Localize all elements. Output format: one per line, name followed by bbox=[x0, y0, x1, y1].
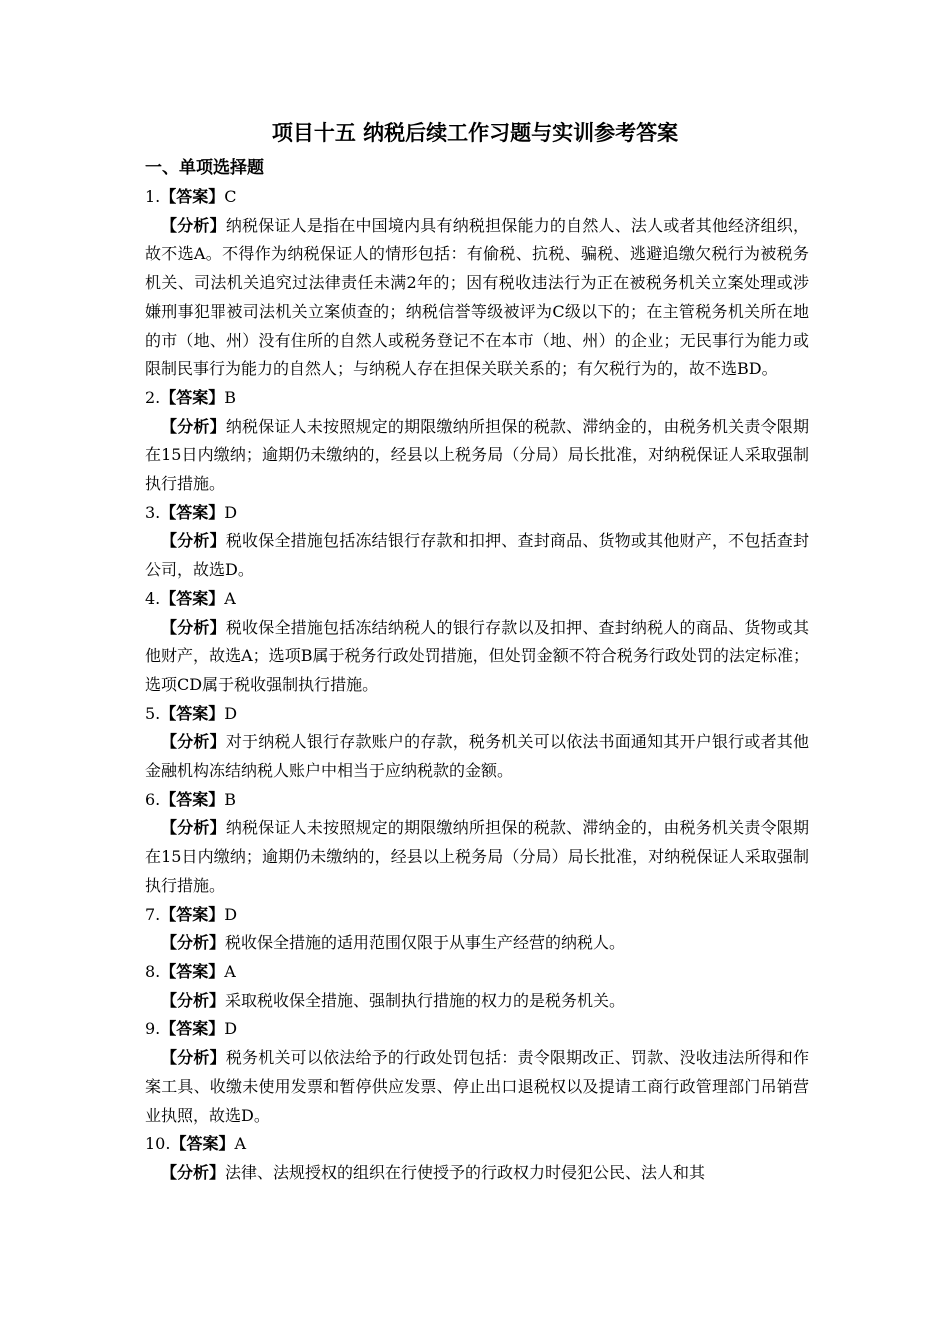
answer-line bbox=[145, 384, 809, 413]
analysis-text: 采取税收保全措施、强制执行措施的权力的是税务机关。 bbox=[225, 990, 626, 1010]
question-number: 2. bbox=[145, 387, 161, 407]
answer-value: A bbox=[234, 1134, 247, 1154]
analysis-text: 税收保全措施包括冻结银行存款和扣押、查封商品、货物或其他财产，不包括查封公司，故选D。 bbox=[145, 531, 809, 580]
answer-tag: 【答案】 bbox=[170, 1134, 235, 1154]
answer-value: B bbox=[224, 387, 237, 407]
analysis-text: 对于纳税人银行存款账户的存款，税务机关可以依法书面通知其开户银行或者其他金融机构冻结纳税人账户中相当于应纳税款的金额。 bbox=[145, 732, 809, 781]
answer-tag: 【答案】 bbox=[160, 502, 225, 522]
answer-line bbox=[145, 183, 809, 212]
question-number: 7. bbox=[145, 904, 161, 924]
analysis-text: 税收保全措施的适用范围仅限于从事生产经营的纳税人。 bbox=[225, 933, 626, 953]
answer-tag: 【答案】 bbox=[160, 789, 225, 809]
answer-value: C bbox=[224, 187, 237, 206]
analysis-tag: 【分析】 bbox=[161, 1048, 226, 1068]
answer-line bbox=[145, 1015, 809, 1044]
analysis-text: 纳税保证人未按照规定的期限缴纳所担保的税款、滞纳金的，由税务机关责令限期在15日内缴纳；逾期仍未缴纳的，经县以上税务局（分局）局长批准，对纳税保证人采取强制执行措施。 bbox=[145, 416, 809, 494]
analysis-tag: 【分析】 bbox=[161, 818, 226, 838]
analysis-text: 税务机关可以依法给予的行政处罚包括：责令限期改正、罚款、没收违法所得和作案工具、收缴未使用发票和暂停供应发票、停止出口退税权以及提请工商行政管理部门吊销营业执照，故选D。 bbox=[145, 1048, 809, 1125]
analysis-tag: 【分析】 bbox=[161, 1162, 226, 1182]
analysis-paragraph bbox=[145, 212, 809, 384]
question-number: 3. bbox=[145, 502, 161, 522]
answer-line bbox=[145, 958, 809, 987]
answer-tag: 【答案】 bbox=[160, 703, 225, 723]
answer-line bbox=[145, 585, 809, 614]
analysis-tag: 【分析】 bbox=[161, 933, 226, 953]
answer-tag: 【答案】 bbox=[160, 588, 225, 608]
answer-value: D bbox=[224, 502, 238, 522]
analysis-paragraph bbox=[145, 1159, 809, 1188]
analysis-text: 纳税保证人是指在中国境内具有纳税担保能力的自然人、法人或者其他经济组织，故不选A。不得作为纳税保证人的情形包括：有偷税、抗税、骗税、逃避追缴欠税行为被税务机关、司法机关追究过法律责任未满2年的；因有税收违法行为正在被税务机关立案处理或涉嫌刑事犯罪被司法机关立案侦查的；纳税信誉等级被评为C级以下的；在主管税务机关所在地的市（地、州）没有住所的自然人或税务登记不在本市（地、州）的企业；无民事行为能力或限制民事行为能力的自然人；与纳税人存在担保关联关系的；有欠税行为的，故不选BD。 bbox=[145, 215, 809, 379]
analysis-paragraph bbox=[145, 413, 809, 499]
answer-tag: 【答案】 bbox=[160, 187, 225, 206]
question-number: 5. bbox=[145, 703, 161, 723]
analysis-paragraph bbox=[145, 929, 809, 958]
answer-tag: 【答案】 bbox=[160, 961, 225, 981]
answer-line bbox=[145, 1130, 809, 1159]
answer-tag: 【答案】 bbox=[160, 1019, 225, 1039]
analysis-text: 纳税保证人未按照规定的期限缴纳所担保的税款、滞纳金的，由税务机关责令限期在15日内缴纳；逾期仍未缴纳的，经县以上税务局（分局）局长批准，对纳税保证人采取强制执行措施。 bbox=[145, 818, 809, 895]
answer-value: D bbox=[224, 703, 238, 723]
question-number: 9. bbox=[145, 1019, 161, 1039]
analysis-paragraph bbox=[145, 728, 809, 785]
answer-list bbox=[145, 183, 809, 1188]
page-title: 项目十五 纳税后续工作习题与实训参考答案 bbox=[271, 121, 679, 145]
analysis-paragraph bbox=[145, 814, 809, 900]
analysis-text: 税收保全措施包括冻结纳税人的银行存款以及扣押、查封纳税人的商品、货物或其他财产，故选A；选项B属于税务行政处罚措施，但处罚金额不符合税务行政处罚的法定标准；选项CD属于税收强制执行措施。 bbox=[145, 617, 809, 694]
analysis-text: 法律、法规授权的组织在行使授予的行政权力时侵犯公民、法人和其 bbox=[225, 1162, 706, 1182]
question-number: 1. bbox=[145, 187, 161, 206]
question-number: 4. bbox=[145, 588, 161, 608]
analysis-tag: 【分析】 bbox=[161, 990, 226, 1010]
answer-line bbox=[145, 786, 809, 815]
answer-tag: 【答案】 bbox=[160, 904, 225, 924]
analysis-paragraph bbox=[145, 614, 809, 700]
analysis-tag: 【分析】 bbox=[161, 416, 226, 436]
analysis-tag: 【分析】 bbox=[161, 215, 226, 235]
answer-tag: 【答案】 bbox=[160, 387, 225, 407]
analysis-tag: 【分析】 bbox=[161, 732, 226, 752]
analysis-paragraph bbox=[145, 1044, 809, 1130]
question-number: 10. bbox=[145, 1134, 171, 1154]
answer-value: B bbox=[224, 789, 237, 809]
answer-value: D bbox=[224, 904, 238, 924]
analysis-paragraph bbox=[145, 527, 809, 584]
answer-line bbox=[145, 901, 809, 930]
answer-value: A bbox=[224, 588, 236, 608]
answer-value: D bbox=[224, 1019, 238, 1039]
answer-value: A bbox=[224, 961, 236, 981]
question-number: 8. bbox=[145, 961, 161, 981]
section-heading: 一、单项选择题 bbox=[145, 158, 264, 178]
answer-line bbox=[145, 700, 809, 729]
analysis-tag: 【分析】 bbox=[161, 617, 226, 637]
answer-line bbox=[145, 499, 809, 528]
analysis-tag: 【分析】 bbox=[161, 531, 226, 551]
question-number: 6. bbox=[145, 789, 161, 809]
analysis-paragraph bbox=[145, 987, 809, 1016]
